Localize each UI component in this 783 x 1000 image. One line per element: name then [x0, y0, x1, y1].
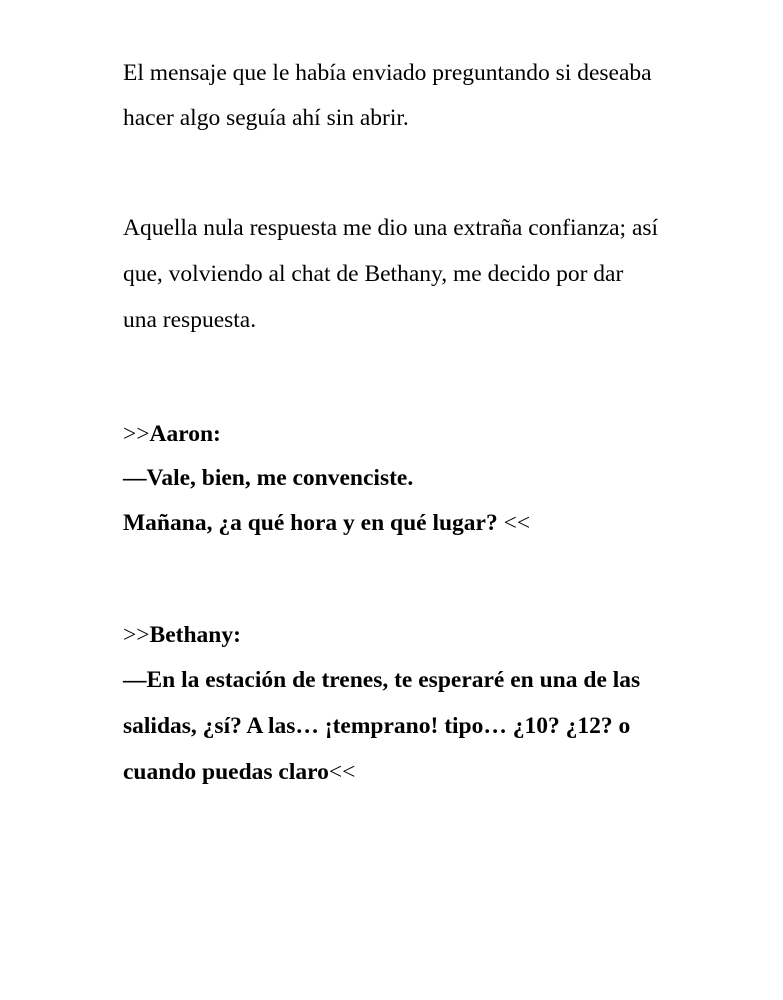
chat-aaron-line-2-text: Mañana, ¿a qué hora y en qué lugar? — [123, 510, 504, 536]
chat-bethany-line-3-text: cuando puedas claro — [123, 759, 329, 785]
paragraph-1-line-1: El mensaje que le había enviado preguntando si deseaba — [123, 60, 652, 86]
chat-aaron-line-1: —Vale, bien, me convenciste. — [123, 465, 414, 491]
chat-bethany-line-2: salidas, ¿sí? A las… ¡temprano! tipo… ¿10? ¿12? o — [123, 713, 631, 739]
chat-bethany-header — [123, 620, 241, 650]
paragraph-2-line-2: que, volviendo al chat de Bethany, me decido por dar — [123, 261, 624, 287]
chat-open-marker: >> — [123, 622, 150, 648]
chat-open-marker: >> — [123, 421, 150, 447]
paragraph-1-line-2: hacer algo seguía ahí sin abrir. — [123, 105, 409, 131]
chat-aaron-header — [123, 419, 221, 449]
paragraph-2-line-1: Aquella nula respuesta me dio una extraña confianza; así — [123, 215, 659, 241]
chat-bethany-line-1: —En la estación de trenes, te esperaré en una de las — [123, 667, 641, 693]
chat-close-marker: << — [328, 759, 356, 785]
chat-close-marker: << — [503, 510, 531, 536]
speaker-aaron: Aaron: — [149, 421, 221, 447]
chat-aaron-line-2 — [123, 508, 530, 538]
chat-bethany-line-3 — [123, 757, 355, 787]
paragraph-2-line-3: una respuesta. — [123, 307, 257, 333]
speaker-bethany: Bethany: — [149, 622, 241, 648]
